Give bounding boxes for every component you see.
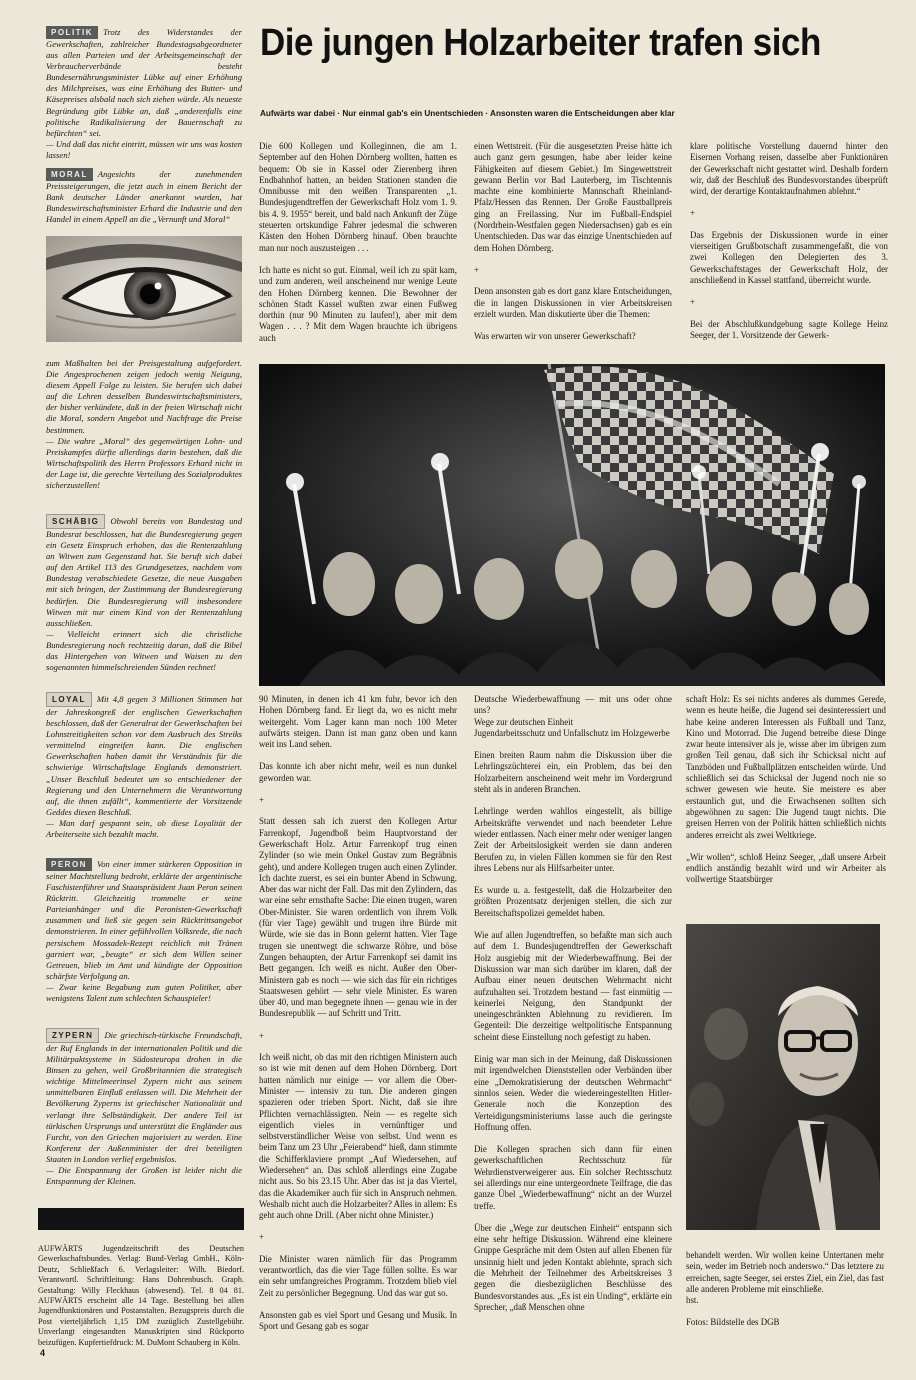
section-plus: +	[259, 795, 265, 806]
article-col3-end	[686, 1250, 884, 1340]
schaebig-text: Obwohl bereits von Bundestag und Bundesrat beschlossen, hat die Bundesregierung gegen ein Gesetz Einspruch erhoben, das die Rentenzahlung an Witwen zum Gegenstand hat. Sie beruft sich dabei auf den Artikel 113 des Grundgesetzes, nachdem vom Bundestag verabschiedete Gesetze, die neue Ausgaben mit sich bringen, der Zustimmung der Bundesregierung bedürfen. Die Bundesregierung will insbesondere Witwen mit nur einem Kind von der Rentenzahlung ausschließen.	[46, 516, 242, 628]
paragraph: Wie auf allen Jugendtreffen, so befaßte man sich auch auf dem 1. Bundesjugendtreffen der Gewerkschaft Holz ausgiebig mit der Wiederbewaffnung. Bei der Diskussion war man sich darüber im klaren, daß der Aufbau einer neuen deutschen Wehrmacht nicht aufzuhalten sei. Trotzdem bestand — fast einmütig — keinerlei Neigung, den Standpunkt der uneingeschränkten Ablehnung zu revidieren. Im Gegenteil: Die derzeitige weltpolitische Entspannung scheint diese Einstellung noch gefestigt zu haben.	[474, 930, 672, 1042]
section-plus: +	[690, 208, 696, 219]
paragraph: Einig war man sich in der Meinung, daß Diskussionen mit irgendwelchen Dienststellen oder Verbänden über eine „Demokratisierung der deutschen Wehrmacht“ sinnlos seien. Weder die wiedereingestellten Hitler-Generale noch die Konzeption des Verteidigungsministeriums lasse auch die geringste Hoffnung offen.	[474, 1054, 672, 1132]
paragraph: Bei der Abschlußkundgebung sagte Kollege Heinz Seeger, der 1. Vorsitzende der Gewerk-	[690, 318, 888, 340]
speaker-illustration	[686, 924, 880, 1230]
paragraph: „Wir wollen“, schloß Heinz Seeger, „daß unsere Arbeit endlich anständig bezahlt wird und wir Arbeiter als vollwertige Staatsbürger	[686, 851, 886, 885]
paragraph: Statt dessen sah ich zuerst den Kollegen Artur Farrenkopf, Jugendboß beim Hauptvorstand der Gewerkschaft Holz. Artur Farrenkopf trug einen Zylinder (so wie mein Onkel Gustav zum Begräbnis geht), und andere Kollegen trugen auch einen Zylinder. Ich dachte zuerst, es sei ein bunter Abend in Schwung. Aber das war nicht der Fall. Das mit den Zylindern, das war eine sehr ernsthafte Sache: Die einen trugen, waren Ober-Minister. Sie waren ordentlich von ihrem Volk (für vier Tage) gewählt und trugen ihre Bürde mit Würde, wie sie das in Bonn gelernt hatten. Vier Tage trugen sie unentwegt die schwarze Röhre, und böse Zungen behaupten, der Artur Farrenkopf sei damit ins Bett gegangen. Ich weiß es nicht. Außer den Ober-Ministern gab es noch — wie sich das für ein richtiges Staatswesen gehört — sehr viele Minister. Es waren über 40, und man begegnete ihnen — genau wie in der Bundesrepublik — auf Schritt und Tritt.	[259, 816, 457, 1019]
crowd-with-flag-illustration	[259, 364, 885, 686]
sidebar-zypern	[46, 1028, 242, 1187]
sidebar-peron	[46, 858, 242, 1004]
imprint-bar	[38, 1208, 244, 1230]
article-col1-top	[259, 141, 457, 355]
paragraph: Ansonsten gab es viel Sport und Gesang und Musik. In Sport und Gesang gab es sogar	[259, 1309, 457, 1332]
sidebar-moral-continued	[46, 358, 242, 491]
paragraph: Lehrlinge werden wahllos eingestellt, als billige Arbeitskräfte verwendet und nach beendeter Lehre wieder entlassen. Nach einer mehr oder weniger langen Zeit der Arbeitslosigkeit werden sie dann anderen Berufen zu, in vielen Fällen kommen sie für den Rest ihres Lebens nur als Hilfsarbeiter unter.	[474, 806, 672, 873]
loyal-text: Mit 4,8 gegen 3 Millionen Stimmen hat der Jahreskongreß der englischen Gewerkschaften beschlossen, daß der Generalrat der Gewerkschaften bei Lohnstreitigkeiten schon vor dem Ausbruch des Streiks vermittelnd eingreifen kann. Die englischen Gewerkschaften haben damit ihr Verständnis für die schwierige Wirtschaftslage Englands demonstriert. „Unser Beschluß bedeutet um so entschiedener der Regierung und den Unternehmern die Verantwortung auf, die ihnen zufällt“, kommentierte der Vorsitzende Geddes diesen Beschluß.	[46, 694, 242, 817]
article-col3-bottom	[686, 694, 886, 897]
sidebar-moral	[46, 168, 242, 225]
page-number: 4	[40, 1348, 46, 1358]
politik-label: POLITIK	[46, 26, 98, 39]
photo-credit: Fotos: Bildstelle des DGB	[686, 1317, 780, 1328]
torchlight-parade-photo	[259, 364, 885, 686]
moral-text: Angesichts der zunehmenden Preissteigerungen, die jetzt auch in einem Bericht der Bank deutscher Länder anerkannt wurden, hat Bundeswirtschaftsminister Erhard die Industrie und den Handel in einem Appell an die „Vernunft und Moral“	[46, 169, 242, 225]
author-initials: hst.	[686, 1295, 699, 1306]
eye-illustration	[46, 236, 242, 342]
paragraph: Was erwarten wir von unserer Gewerkschaft?	[474, 331, 636, 342]
politik-text: Trotz des Widerstandes der Gewerkschaften, zahlreicher Bundestagsabgeordneter aus allen Parteien und der Arbeitsgemeinschaft der Verbraucherverbände besteht Bundesernährungsminister Lübke auf einer Erhöhung des Milchpreises, was eine Erhöhung des Butter- und Käsepreises alsbald nach sich ziehen würde. Als neueste Begründung gibt Lübke an, daß „anderenfalls eine politische Radikalisierung der Bauernschaft zu befürchten“ sei.	[46, 27, 242, 138]
peron-coda: — Zwar keine Begabung zum guten Politiker, aber wenigstens Talent zum schlechten Schauspieler!	[46, 981, 242, 1004]
zypern-coda: — Die Entspannung der Großen ist leider nicht die Entspannung der Kleinen.	[46, 1165, 242, 1187]
moral-coda: — Die wahre „Moral“ des gegenwärtigen Lohn- und Preiskampfes dürfte allerdings darin bestehen, daß die Wirtschaftspolitik des Herrn Professors Erhard nicht in der Lage ist, die gerechte Verteilung des Sozialproduktes sicherzustellen!	[46, 435, 242, 491]
moral-continued: zum Maßhalten bei der Preisgestaltung aufgefordert. Die Angesprochenen zeigen jedoch wenig Neigung, diesem Appell Folge zu leisten. Sie berufen sich dabei auf die Lehren desselben Bundeswirtschaftsministers, der bisher verkündete, daß in der freien Wirtschaft nicht die Moral, sondern Angebot und Nachfrage die Preise bestimmen.	[46, 358, 242, 435]
section-plus: +	[474, 264, 480, 275]
loyal-coda: — Man darf gespannt sein, ob diese Loyalität der Arbeiterseite sich bezahlt macht.	[46, 817, 242, 840]
section-plus: +	[259, 1232, 265, 1243]
article-col2-bottom	[474, 694, 672, 1324]
paragraph: Denn ansonsten gab es dort ganz klare Entscheidungen, die in langen Diskussionen in vier Arbeitskreisen erzielt wurden. Man diskutierte über die Themen:	[474, 286, 672, 319]
paragraph: Über die „Wege zur deutschen Einheit“ entspann sich eine sehr heftige Diskussion. Während eine kleinere Gruppe Gespräche mit dem Osten auf allen Ebenen für unsinnig hielt und jeden Kontakt ablehnte, sprach sich die Mehrheit der Teilnehmer des Arbeitskreises 3 gegen die diesbezüglichen Beschlüsse des Bundesvorstandes aus. „Es ist ein Unding“, erklärte ein Sprecher, „daß Menschen ohne	[474, 1222, 672, 1312]
zypern-text: Die griechisch-türkische Freundschaft, der Ruf Englands in der internationalen Politik und die Militärpaktsysteme in Südosteuropa drohen in die Binsen zu gehen, weil Großbritannien die strategisch wichtige Mittelmeerinsel Zypern nicht aus seinem unmittelbaren Einfluß entlassen will. Die Mehrheit der Bevölkerung Zyperns ist griechischer Nationalität und verlangt ihre Selbständigkeit. Der andere Teil ist türkischen Ursprungs und unterstützt die Engländer aus Furcht, von den Griechen majorisiert zu werden. Eine Konferenz der Außenminister der drei beteiligten Staaten in London verlief ergebnislos.	[46, 1030, 242, 1164]
headline: Die jungen Holzarbeiter trafen sich	[260, 22, 821, 64]
paragraph: schaft Holz: Es sei nichts anderes als dummes Gerede, wenn es heute heiße, die Jugend sei desinteressiert und habe keine anderen Interessen als Fußball und Tanz, Kino und Motorrad. Die Jugend betreibe diese Dinge zwar heute intensiver als je, wisse aber im übrigen zum großen Teil genau, daß sich ihr Schicksal nicht auf Tanzböden und Fußballplätzen entscheiden würde. Und schließlich sei das Schicksal der Jugend noch nie so schwer gewesen wie heute. Sie meistere es aber erstaunlich gut, und die Erwachsenen sollten sich abgewöhnen zu sagen: Die Jugend taugt nichts. Die greisen Herren von der Politik hätten schließlich nichts anderes erreicht als zwei Weltkriege.	[686, 694, 886, 840]
sidebar-schaebig	[46, 514, 242, 673]
topic-list: Deutsche Wiederbewaffnung — mit uns oder ohne uns? Wege zur deutschen Einheit Jugendarbeitsschutz und Unfallschutz im Holzgewerbe	[474, 694, 672, 738]
loyal-label: LOYAL	[46, 692, 92, 707]
sidebar-politik	[46, 26, 242, 161]
peron-text: Von einer immer stärkeren Opposition in seiner Machtstellung bedroht, erklärte der argentinische Faschistenführer und Staatspräsident Juan Peron seinen Rücktritt. Gleichzeitig trommelte er seine Parteianhänger und die Peronisten-Gewerkschaft zusammen und ließ sie gegen sein Rücktrittsangebot demonstrieren. In einer gefühlvollen Volksrede, die nach persischem Mossadek-Rezept reichlich mit Tränen garniert war, „beugte“ er sich dem Willen seiner Getreuen, blieb im Amt und kündigte der Opposition schärfste Verfolgung an.	[46, 859, 242, 981]
paragraph: Die Minister waren nämlich für das Programm verantwortlich, das die vier Tage füllen sollte. Es war ein sehr umfangreiches Programm. Trotzdem blieb viel Zeit zu persönlicher Begegnung. Und das war gut so.	[259, 1253, 457, 1298]
seeger-portrait-photo	[686, 924, 880, 1230]
paragraph: Ich hatte es nicht so gut. Einmal, weil ich zu spät kam, und zum anderen, weil anscheinend nur wenige Leute den Hohen Dörnberg kennen. Die Bewohner der schönen Stadt Kassel wußten zwar einen Fußweg dorthin (nur 90 Minuten zu laufen!), aber mit dem Wagen . . . ? Mit dem Wagen brauchte ich übrigens auch	[259, 264, 457, 343]
paragraph: Ich weiß nicht, ob das mit den richtigen Ministern auch so ist wie mit denen auf dem Hohen Dörnberg. Dort hatten nämlich nur einige — vor allem die Ober-Minister — intensiv zu tun. Die anderen gingen spazieren oder trieben Sport. Nicht, daß sie ihre Pflichten vernachlässigten. Nein — es regelte sich eigentlich vieles in vernünftiger und selbstverständlicher Weise von selbst. Und wenn es beim Tanz um 23 Uhr „Feierabend“ hieß, dann stimmte die Schifferklaviere prompt „Auf Wiedersehen, auf Wiedersehen“ an. Das schloß allerdings eine Zugabe nicht aus. So bis 23.15 Uhr. Aber das ist ja das Viertel, das die Akademiker auch für sich in Anspruch nehmen. Weshalb nicht auch die Holzarbeiter? Alles in allem: Es geht auch ohne Drill. (Aber nicht ohne Minister.)	[259, 1052, 457, 1221]
paragraph: Die Kollegen sprachen sich dann für einen gewerkschaftlichen Rechtsschutz für Wehrdienstverweigerer aus. Ein solcher Rechtsschutz sei allerdings nur eine untergeordnete Teilfrage, die das ganze Übel „Wiederbewaffnung“ nicht an der Wurzel treffe.	[474, 1144, 672, 1211]
paragraph: Das Ergebnis der Diskussionen wurde in einer vierseitigen Grußbotschaft zusammengefaßt, die von zwei Kollegen den Delegierten des 3. Gewerkschaftstages der Gewerkschaft Holz, der anschließend in Kassel stattfand, überreicht wurde.	[690, 229, 888, 285]
paragraph: Die 600 Kollegen und Kolleginnen, die am 1. September auf den Hohen Dörnberg wollten, hatten es bequem: Ob sie in Kassel oder Zierenberg ihren Endbahnhof hatten, an beiden Stationen standen die Omnibusse mit den weißen Transparenten „1. Bundesjugendtreffen der Gewerkschaft Holz vom 1. 9. bis 4. 9. 1955“ bereit, und bald nach Ankunft der Züge steuerten ortskundige Fahrer jedesmal die schweren Kästen den Hohen Dörnberg hinauf. Oben brauchte man nur noch auszusteigen . . .	[259, 141, 457, 253]
politik-coda: — Und daß das nicht eintritt, müssen wir uns was kosten lassen!	[46, 138, 242, 160]
section-plus: +	[259, 1030, 265, 1041]
zypern-label: ZYPERN	[46, 1028, 99, 1043]
eye-photo	[46, 236, 242, 342]
schaebig-label: SCHÄBIG	[46, 514, 105, 529]
subheadline: Aufwärts war dabei · Nur einmal gab's ein Unentschieden · Ansonsten waren die Entscheidungen aber klar	[260, 109, 675, 118]
paragraph: behandelt werden. Wir wollen keine Untertanen mehr sein, weder im Betrieb noch anderswo.“ Das letztere zu erreichen, sagte Seeger, sei erstes Ziel, ein Ziel, das fast alle anderen Probleme mit einschließe.	[686, 1250, 885, 1294]
paragraph: Das konnte ich aber nicht mehr, weil es nun dunkel geworden war.	[259, 761, 457, 783]
paragraph: Es wurde u. a. festgestellt, daß die Holzarbeiter den größten Prozentsatz derjenigen stellen, die sich zur Bereitschaftspolizei gemeldet haben.	[474, 885, 672, 918]
headline-block	[260, 22, 890, 64]
paragraph: 90 Minuten, in denen ich 41 km fuhr, bevor ich den Hohen Dörnberg fand. Er liegt da, wo es nicht mehr weitergeht. Vom Lager kann man noch 100 Meter aufwärts steigen. Dann ist man ganz oben und kann weit ins Land sehen.	[259, 694, 457, 750]
article-col3-top	[690, 141, 888, 352]
moral-label: MORAL	[46, 168, 93, 181]
paragraph: einen Wettstreit. (Für die ausgesetzten Preise hätte ich auch ganz gern gesungen, habe aber leider keine Fähigkeiten auf diesem Gebiet.) Im Singewettstreit gewann Berlin vor Bad Lauterberg, im Tischtennis machte eine kombinierte Mannschaft Rheinland-Pfalz/Hessen das Rennen. Der Große Faustballpreis ging an Freilassing. Nur im Fußball-Endspiel (Nordrhein-Westfalen gegen Niedersachsen) gab es ein Unentschieden. Das war das einzige Unentschieden auf dem Hohen Dörnberg.	[474, 141, 672, 253]
paragraph: klare politische Vorstellung dauernd hinter den Eisernen Vorhang reisen, dasselbe aber Funktionären der Gewerkschaft nicht gestattet wird. Deshalb fordern wir, daß der Beschluß des Bundesvorstandes überprüft wird, der derartige Kontaktaufnahmen ablehnt.“	[690, 141, 888, 197]
sidebar-loyal	[46, 692, 242, 840]
article-col2-top	[474, 141, 672, 353]
imprint: AUFWÄRTS Jugendzeitschrift des Deutschen Gewerkschaftsbundes. Verlag: Bund-Verlag GmbH., Köln-Deutz, Schließfach 6. Verlagsleiter: Wilh. Biedorf. Verantwortl. Schriftleitung: Hans Dohrenbusch. Graph. Gestaltung: Willy Fleckhaus (abwesend). Tel. 8 04 81. AUFWÄRTS erscheint alle 14 Tage. Bestellung bei allen Jugendfunktionären und Postanstalten. Bezugspreis durch die Post vierteljährlich 1,15 DM zuzüglich Zustellgebühr. Unverlangt eingesandten Manuskripten sind Rückporto beizufügen. Kupfertiefdruck: M. DuMont Schauberg in Köln.	[38, 1244, 244, 1347]
section-plus: +	[690, 297, 696, 308]
peron-label: PERON	[46, 858, 92, 871]
article-col1-bottom	[259, 694, 457, 1344]
paragraph: Einen breiten Raum nahm die Diskussion über die Lehrlingszüchterei ein, ein Problem, das bei den Holzarbeitern anscheinend weit mehr im Vordergrund steht als in anderen Branchen.	[474, 750, 672, 795]
schaebig-coda: — Vielleicht erinnert sich die christliche Bundesregierung noch rechtzeitig daran, daß die Bibel das Hintergehen von Witwen und Waisen zu den sogenannten himmelschreienden Sünden rechnet!	[46, 628, 242, 673]
